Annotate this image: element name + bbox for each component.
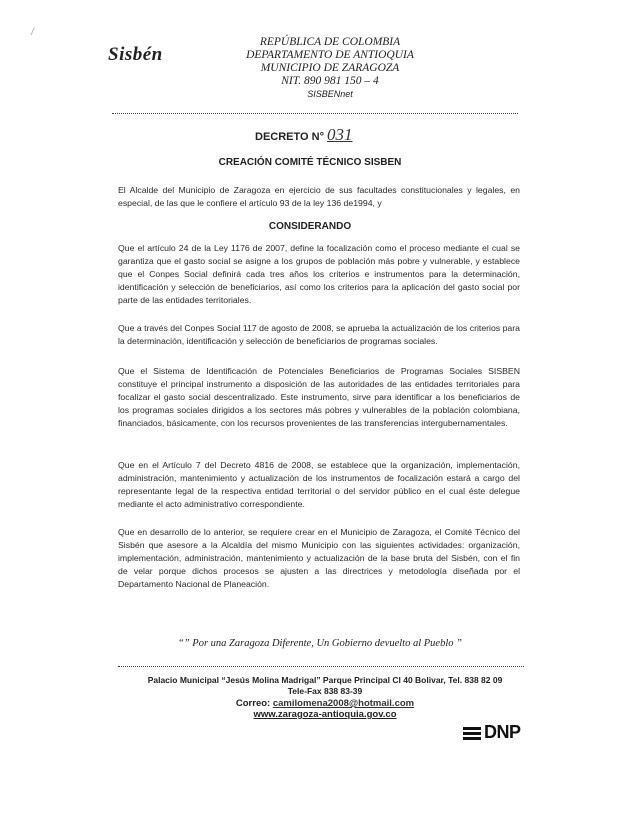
decree-label: DECRETO N°	[255, 131, 324, 143]
header-municipality: MUNICIPIO DE ZARAGOZA	[260, 62, 400, 74]
footer-email-label: Correo:	[235, 698, 271, 709]
footer-divider	[118, 666, 524, 667]
footer-address: Palacio Municipal “Jesús Molina Madrigal” Parque Principal Cl 40 Bolivar, Tel. 838 82 09	[147, 675, 503, 685]
decree-number: 031	[326, 125, 353, 144]
slogan: “” Por una Zaragoza Diferente, Un Gobierno devuelto al Pueblo ”	[178, 638, 462, 649]
decree-heading	[255, 125, 375, 145]
header-divider	[112, 113, 518, 114]
paragraph-5: Que en desarrollo de lo anterior, se requiere crear en el Municipio de Zaragoza, el Comité Técnico del Sisbén que asesore a la Alcaldía del mismo Municipio con las siguientes actividades: organización, implementación, administración, mantenimiento y actualización de la base bruta del Sisbén, con el fin de velar porque dichos procesos se ajusten a las directrices y metodología diseñada por el Departamento Nacional de Planeación.	[118, 527, 520, 589]
footer-email-link[interactable]: camilomena2008@hotmail.com	[272, 698, 415, 709]
dnp-logo-text: DNP	[484, 722, 521, 742]
paragraph-3: Que el Sistema de Identificación de Potenciales Beneficiarios de Programas Sociales SISBEN constituye el principal instrumento a disposición de las autoridades de las entidades territoriales para focalizar el gasto social descentralizado. Este instrumento, sirve para identificar a los beneficiarios de los programas sociales dirigidos a los sectores más pobres y vulnerables de la población colombiana, financiados, básicamente, con los recursos provenientes de las transferencias intergubernamentales.	[118, 366, 520, 428]
letterhead	[200, 36, 460, 101]
footer-email-line	[100, 698, 550, 709]
paragraph-2: Que a través del Conpes Social 117 de agosto de 2008, se aprueba la actualización de los criterios para la determinación, identificación y selección de beneficiarios de programas sociales.	[118, 323, 520, 346]
header-republic: REPÚBLICA DE COLOMBIA	[259, 36, 401, 48]
considerando-heading: CONSIDERANDO	[268, 221, 352, 232]
paragraph-4: Que en el Artículo 7 del Decreto 4816 de 2008, se establece que la organización, implementación, administración, mantenimiento y actualización de los instrumentos de focalización estará a cargo del representante legal de la respectiva entidad territorial o del servidor público en el cual éste delegue mediante el acto administrativo correspondiente.	[118, 460, 520, 509]
paragraph-1: Que el artículo 24 de la Ley 1176 de 2007, define la focalización como el proceso mediante el cual se garantiza que el gasto social se asigne a los grupos de población más pobre y vulnerable, y establece que el Conpes Social definirá cada tres años los criterios e instrumentos para la determinación, identificación y selección de beneficiarios, así como los criterios para la aplicación del gasto social por parte de las entidades territoriales.	[118, 243, 520, 305]
header-nit: NIT. 890 981 150 – 4	[281, 75, 379, 87]
footer-fax: Tele-Fax 838 83-39	[287, 686, 363, 696]
sisben-logo: Sisbén	[108, 44, 163, 65]
header-sisbennet: SISBENnet	[307, 89, 353, 99]
footer-website-link[interactable]: www.zaragoza-antioquia.gov.co	[253, 709, 397, 720]
intro-paragraph: El Alcalde del Municipio de Zaragoza en ejercicio de sus facultades constitucionales y legales, en especial, de las que le confiere el artículo 93 de la ley 136 de1994, y	[118, 185, 520, 208]
scan-mark	[30, 28, 37, 37]
header-department: DEPARTAMENTO DE ANTIOQUIA	[246, 49, 414, 61]
decree-title: CREACIÓN COMITÉ TÉCNICO SISBEN	[218, 157, 402, 168]
